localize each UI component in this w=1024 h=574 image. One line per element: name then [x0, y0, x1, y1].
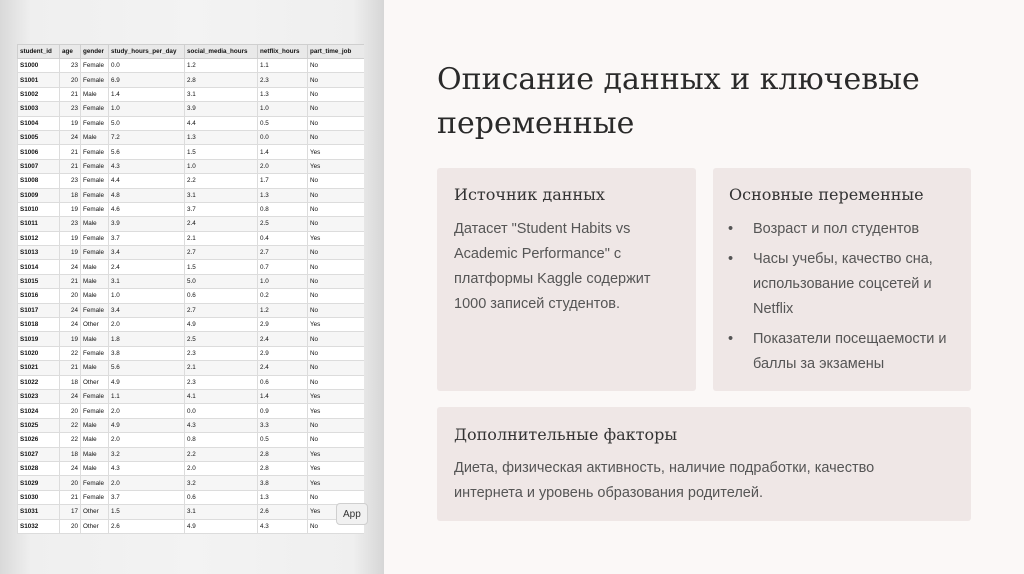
table-row	[18, 73, 365, 87]
table-row	[18, 231, 365, 245]
table-cell: S1021	[18, 361, 60, 375]
table-row	[18, 461, 365, 475]
table-cell: 3.3	[258, 418, 308, 432]
table-cell: No	[308, 361, 365, 375]
table-cell: S1011	[18, 217, 60, 231]
table-cell: S1018	[18, 318, 60, 332]
table-cell: 1.0	[258, 274, 308, 288]
table-cell: No	[308, 73, 365, 87]
table-row	[18, 102, 365, 116]
table-cell: Male	[81, 361, 109, 375]
table-cell: 2.3	[258, 73, 308, 87]
table-cell: 2.4	[258, 361, 308, 375]
table-cell: 4.9	[185, 519, 258, 533]
table-cell: 1.1	[109, 389, 185, 403]
table-cell: 4.3	[185, 418, 258, 432]
table-cell: 1.8	[109, 332, 185, 346]
table-cell: 19	[60, 202, 81, 216]
table-cell: Male	[81, 260, 109, 274]
table-cell: Female	[81, 202, 109, 216]
source-card	[437, 168, 696, 391]
table-cell: S1009	[18, 188, 60, 202]
table-cell: 0.4	[258, 231, 308, 245]
variables-list	[728, 217, 963, 377]
table-cell: 0.6	[185, 289, 258, 303]
table-header-row	[18, 45, 365, 59]
table-cell: Female	[81, 59, 109, 73]
table-cell: S1022	[18, 375, 60, 389]
table-cell: 17	[60, 505, 81, 519]
column-header: part_time_job	[308, 45, 365, 59]
table-cell: 24	[60, 389, 81, 403]
bullet-icon: •	[728, 331, 734, 347]
table-cell: Other	[81, 375, 109, 389]
table-cell: 1.3	[258, 188, 308, 202]
table-cell: S1028	[18, 461, 60, 475]
table-row	[18, 174, 365, 188]
table-cell: S1025	[18, 418, 60, 432]
table-cell: Female	[81, 174, 109, 188]
table-cell: 1.7	[258, 174, 308, 188]
table-cell: S1008	[18, 174, 60, 188]
table-cell: 22	[60, 418, 81, 432]
table-cell: Male	[81, 130, 109, 144]
table-cell: 24	[60, 461, 81, 475]
table-cell: S1016	[18, 289, 60, 303]
table-cell: S1020	[18, 346, 60, 360]
table-cell: 24	[60, 260, 81, 274]
table-cell: No	[308, 375, 365, 389]
table-cell: Male	[81, 447, 109, 461]
source-card-heading: Источник данных	[454, 185, 605, 204]
source-card-text: Датасет "Student Habits vs Academic Performance" с платформы Kaggle содержит 1000 записей студентов.	[454, 221, 651, 312]
table-cell: No	[308, 490, 365, 504]
table-cell: 18	[60, 447, 81, 461]
table-cell: Male	[81, 289, 109, 303]
table-cell: Yes	[308, 318, 365, 332]
table-cell: S1003	[18, 102, 60, 116]
table-cell: 1.4	[109, 87, 185, 101]
table-cell: Yes	[308, 476, 365, 490]
table-cell: S1004	[18, 116, 60, 130]
table-cell: Other	[81, 519, 109, 533]
table-cell: Female	[81, 231, 109, 245]
table-row	[18, 260, 365, 274]
table-row	[18, 188, 365, 202]
table-cell: No	[308, 188, 365, 202]
table-cell: 3.8	[109, 346, 185, 360]
table-cell: 22	[60, 346, 81, 360]
table-row	[18, 87, 365, 101]
table-cell: 5.6	[109, 361, 185, 375]
table-cell: Female	[81, 116, 109, 130]
variables-list-item	[728, 247, 963, 322]
table-cell: S1013	[18, 246, 60, 260]
table-row	[18, 490, 365, 504]
table-cell: 20	[60, 476, 81, 490]
table-cell: 2.0	[258, 159, 308, 173]
table-cell: 2.1	[185, 231, 258, 245]
table-cell: No	[308, 174, 365, 188]
table-cell: 1.4	[258, 145, 308, 159]
table-cell: 2.0	[109, 476, 185, 490]
table-cell: 2.9	[258, 346, 308, 360]
table-row	[18, 318, 365, 332]
table-cell: S1019	[18, 332, 60, 346]
table-cell: 23	[60, 59, 81, 73]
data-table	[17, 44, 364, 534]
table-cell: 3.9	[185, 102, 258, 116]
table-cell: No	[308, 289, 365, 303]
table-cell: Female	[81, 159, 109, 173]
table-cell: 20	[60, 519, 81, 533]
table-cell: 2.4	[258, 332, 308, 346]
app-button[interactable]: App	[336, 503, 368, 525]
table-cell: No	[308, 59, 365, 73]
table-row	[18, 130, 365, 144]
table-cell: Female	[81, 188, 109, 202]
table-cell: Female	[81, 303, 109, 317]
table-cell: 2.7	[258, 246, 308, 260]
table-cell: 20	[60, 404, 81, 418]
table-cell: 3.1	[109, 274, 185, 288]
table-cell: S1002	[18, 87, 60, 101]
table-row	[18, 274, 365, 288]
table-cell: 21	[60, 87, 81, 101]
table-cell: 21	[60, 145, 81, 159]
table-cell: 1.5	[185, 145, 258, 159]
table-cell: 1.2	[185, 59, 258, 73]
table-cell: 1.5	[109, 505, 185, 519]
table-cell: 4.4	[185, 116, 258, 130]
table-cell: 3.7	[109, 231, 185, 245]
table-cell: 4.9	[109, 418, 185, 432]
table-cell: No	[308, 332, 365, 346]
table-cell: Male	[81, 217, 109, 231]
table-cell: 7.2	[109, 130, 185, 144]
table-cell: S1030	[18, 490, 60, 504]
table-cell: Yes	[308, 404, 365, 418]
table-cell: 3.2	[109, 447, 185, 461]
table-cell: No	[308, 346, 365, 360]
table-row	[18, 519, 365, 533]
table-row	[18, 332, 365, 346]
table-cell: Female	[81, 490, 109, 504]
table-cell: 2.5	[258, 217, 308, 231]
table-cell: S1032	[18, 519, 60, 533]
table-cell: 5.0	[185, 274, 258, 288]
table-cell: S1005	[18, 130, 60, 144]
table-cell: 4.4	[109, 174, 185, 188]
table-cell: 2.8	[185, 73, 258, 87]
table-cell: No	[308, 260, 365, 274]
dataset-screenshot	[0, 0, 384, 574]
table-cell: 1.0	[109, 102, 185, 116]
table-cell: 1.5	[185, 260, 258, 274]
table-cell: 0.6	[185, 490, 258, 504]
column-header: study_hours_per_day	[109, 45, 185, 59]
table-cell: No	[308, 202, 365, 216]
table-cell: 2.7	[185, 246, 258, 260]
table-cell: 1.0	[109, 289, 185, 303]
table-cell: 0.7	[258, 260, 308, 274]
table-cell: S1015	[18, 274, 60, 288]
table-row	[18, 361, 365, 375]
table-cell: 3.2	[185, 476, 258, 490]
table-cell: 1.4	[258, 389, 308, 403]
table-cell: Yes	[308, 159, 365, 173]
column-header: age	[60, 45, 81, 59]
table-row	[18, 116, 365, 130]
table-cell: 1.1	[258, 59, 308, 73]
column-header: netflix_hours	[258, 45, 308, 59]
table-cell: Male	[81, 433, 109, 447]
table-cell: 2.6	[258, 505, 308, 519]
table-cell: S1026	[18, 433, 60, 447]
table-cell: S1027	[18, 447, 60, 461]
table-cell: 5.0	[109, 116, 185, 130]
table-cell: 1.3	[185, 130, 258, 144]
table-cell: 2.4	[109, 260, 185, 274]
table-cell: 2.5	[185, 332, 258, 346]
table-cell: No	[308, 116, 365, 130]
table-cell: No	[308, 519, 365, 533]
table-cell: No	[308, 303, 365, 317]
table-cell: 1.0	[185, 159, 258, 173]
table-cell: 2.0	[185, 461, 258, 475]
table-cell: 24	[60, 318, 81, 332]
table-cell: 5.6	[109, 145, 185, 159]
table-cell: Male	[81, 274, 109, 288]
table-cell: 2.8	[258, 447, 308, 461]
table-cell: Other	[81, 318, 109, 332]
table-cell: 2.2	[185, 174, 258, 188]
table-cell: 2.0	[109, 318, 185, 332]
table-cell: Female	[81, 476, 109, 490]
table-cell: 1.3	[258, 87, 308, 101]
table-row	[18, 375, 365, 389]
table-cell: S1024	[18, 404, 60, 418]
table-cell: 19	[60, 116, 81, 130]
table-cell: 21	[60, 490, 81, 504]
variables-card	[713, 168, 971, 391]
table-cell: 4.9	[109, 375, 185, 389]
table-cell: S1017	[18, 303, 60, 317]
table-row	[18, 217, 365, 231]
variables-list-item	[728, 217, 963, 242]
table-cell: 23	[60, 102, 81, 116]
table-cell: 2.0	[109, 433, 185, 447]
table-row	[18, 145, 365, 159]
table-row	[18, 505, 365, 519]
table-cell: 2.4	[185, 217, 258, 231]
table-cell: Female	[81, 346, 109, 360]
table-cell: 1.3	[258, 490, 308, 504]
table-cell: 0.5	[258, 433, 308, 447]
bullet-icon: •	[728, 251, 734, 267]
table-cell: 4.3	[109, 159, 185, 173]
table-cell: 21	[60, 274, 81, 288]
table-cell: 0.8	[185, 433, 258, 447]
table-cell: 19	[60, 332, 81, 346]
table-row	[18, 59, 365, 73]
table-cell: 23	[60, 174, 81, 188]
table-cell: Yes	[308, 447, 365, 461]
table-cell: 4.8	[109, 188, 185, 202]
table-cell: No	[308, 130, 365, 144]
table-cell: 6.9	[109, 73, 185, 87]
table-cell: 2.7	[185, 303, 258, 317]
table-cell: Female	[81, 389, 109, 403]
table-cell: S1029	[18, 476, 60, 490]
variables-list-item-text: Возраст и пол студентов	[753, 221, 920, 237]
table-cell: 20	[60, 73, 81, 87]
table-cell: No	[308, 246, 365, 260]
table-row	[18, 346, 365, 360]
table-cell: 0.0	[109, 59, 185, 73]
table-cell: 19	[60, 231, 81, 245]
table-row	[18, 418, 365, 432]
table-cell: S1023	[18, 389, 60, 403]
table-cell: 18	[60, 375, 81, 389]
variables-card-heading: Основные переменные	[729, 185, 924, 204]
table-cell: 0.6	[258, 375, 308, 389]
column-header: social_media_hours	[185, 45, 258, 59]
table-cell: Male	[81, 461, 109, 475]
table-cell: 4.3	[109, 461, 185, 475]
table-cell: Female	[81, 246, 109, 260]
table-cell: Male	[81, 332, 109, 346]
table-cell: 24	[60, 303, 81, 317]
table-cell: 1.0	[258, 102, 308, 116]
table-cell: No	[308, 418, 365, 432]
table-cell: 2.8	[258, 461, 308, 475]
table-cell: 2.3	[185, 346, 258, 360]
table-cell: 4.6	[109, 202, 185, 216]
table-cell: 2.9	[258, 318, 308, 332]
variables-list-item-text: Показатели посещаемости и баллы за экзамены	[753, 331, 947, 372]
table-cell: 21	[60, 159, 81, 173]
column-header: student_id	[18, 45, 60, 59]
table-cell: S1001	[18, 73, 60, 87]
column-header: gender	[81, 45, 109, 59]
table-cell: 2.0	[109, 404, 185, 418]
table-cell: 3.4	[109, 303, 185, 317]
table-row	[18, 447, 365, 461]
table-cell: S1006	[18, 145, 60, 159]
table-cell: S1012	[18, 231, 60, 245]
table-cell: Female	[81, 404, 109, 418]
table-cell: 2.6	[109, 519, 185, 533]
table-cell: 3.1	[185, 87, 258, 101]
table-cell: 1.2	[258, 303, 308, 317]
table-cell: Yes	[308, 145, 365, 159]
factors-card-text: Диета, физическая активность, наличие подработки, качество интернета и уровень образования родителей.	[454, 460, 875, 501]
variables-list-container	[728, 217, 963, 382]
table-cell: Female	[81, 73, 109, 87]
table-cell: 3.1	[185, 188, 258, 202]
table-cell: 0.5	[258, 116, 308, 130]
table-cell: S1010	[18, 202, 60, 216]
table-row	[18, 476, 365, 490]
table-cell: 0.0	[185, 404, 258, 418]
table-cell: Female	[81, 145, 109, 159]
spreadsheet	[17, 44, 364, 534]
table-cell: No	[308, 433, 365, 447]
table-cell: 0.9	[258, 404, 308, 418]
table-cell: S1031	[18, 505, 60, 519]
table-cell: 3.4	[109, 246, 185, 260]
table-cell: Yes	[308, 231, 365, 245]
table-cell: 2.2	[185, 447, 258, 461]
table-cell: 2.1	[185, 361, 258, 375]
table-cell: Female	[81, 102, 109, 116]
table-cell: 20	[60, 289, 81, 303]
slide-title: Описание данных и ключевые переменные	[437, 62, 920, 141]
table-cell: 4.9	[185, 318, 258, 332]
table-cell: 2.3	[185, 375, 258, 389]
table-row	[18, 246, 365, 260]
table-cell: 3.8	[258, 476, 308, 490]
table-row	[18, 389, 365, 403]
table-cell: 4.3	[258, 519, 308, 533]
table-row	[18, 289, 365, 303]
table-cell: 21	[60, 361, 81, 375]
table-cell: 3.7	[185, 202, 258, 216]
table-cell: S1000	[18, 59, 60, 73]
table-cell: No	[308, 217, 365, 231]
table-cell: 23	[60, 217, 81, 231]
table-row	[18, 433, 365, 447]
table-row	[18, 202, 365, 216]
table-cell: No	[308, 102, 365, 116]
table-cell: 0.8	[258, 202, 308, 216]
table-cell: Male	[81, 418, 109, 432]
factors-card	[437, 407, 971, 521]
table-cell: 3.1	[185, 505, 258, 519]
variables-list-item	[728, 327, 963, 377]
table-cell: Yes	[308, 389, 365, 403]
table-cell: No	[308, 87, 365, 101]
factors-card-heading: Дополнительные факторы	[454, 425, 678, 444]
table-row	[18, 159, 365, 173]
table-cell: Other	[81, 505, 109, 519]
table-cell: 24	[60, 130, 81, 144]
table-cell: 3.7	[109, 490, 185, 504]
table-cell: 0.2	[258, 289, 308, 303]
table-cell: 19	[60, 246, 81, 260]
table-cell: 0.0	[258, 130, 308, 144]
table-cell: S1007	[18, 159, 60, 173]
table-cell: Yes	[308, 461, 365, 475]
bullet-icon: •	[728, 221, 734, 237]
table-cell: 4.1	[185, 389, 258, 403]
table-cell: 18	[60, 188, 81, 202]
table-row	[18, 303, 365, 317]
table-body	[18, 59, 365, 534]
table-row	[18, 404, 365, 418]
table-cell: No	[308, 274, 365, 288]
table-cell: Yes	[308, 505, 365, 519]
table-cell: 3.9	[109, 217, 185, 231]
table-cell: 22	[60, 433, 81, 447]
table-cell: S1014	[18, 260, 60, 274]
table-cell: Male	[81, 87, 109, 101]
variables-list-item-text: Часы учебы, качество сна, использование соцсетей и Netflix	[753, 251, 933, 317]
